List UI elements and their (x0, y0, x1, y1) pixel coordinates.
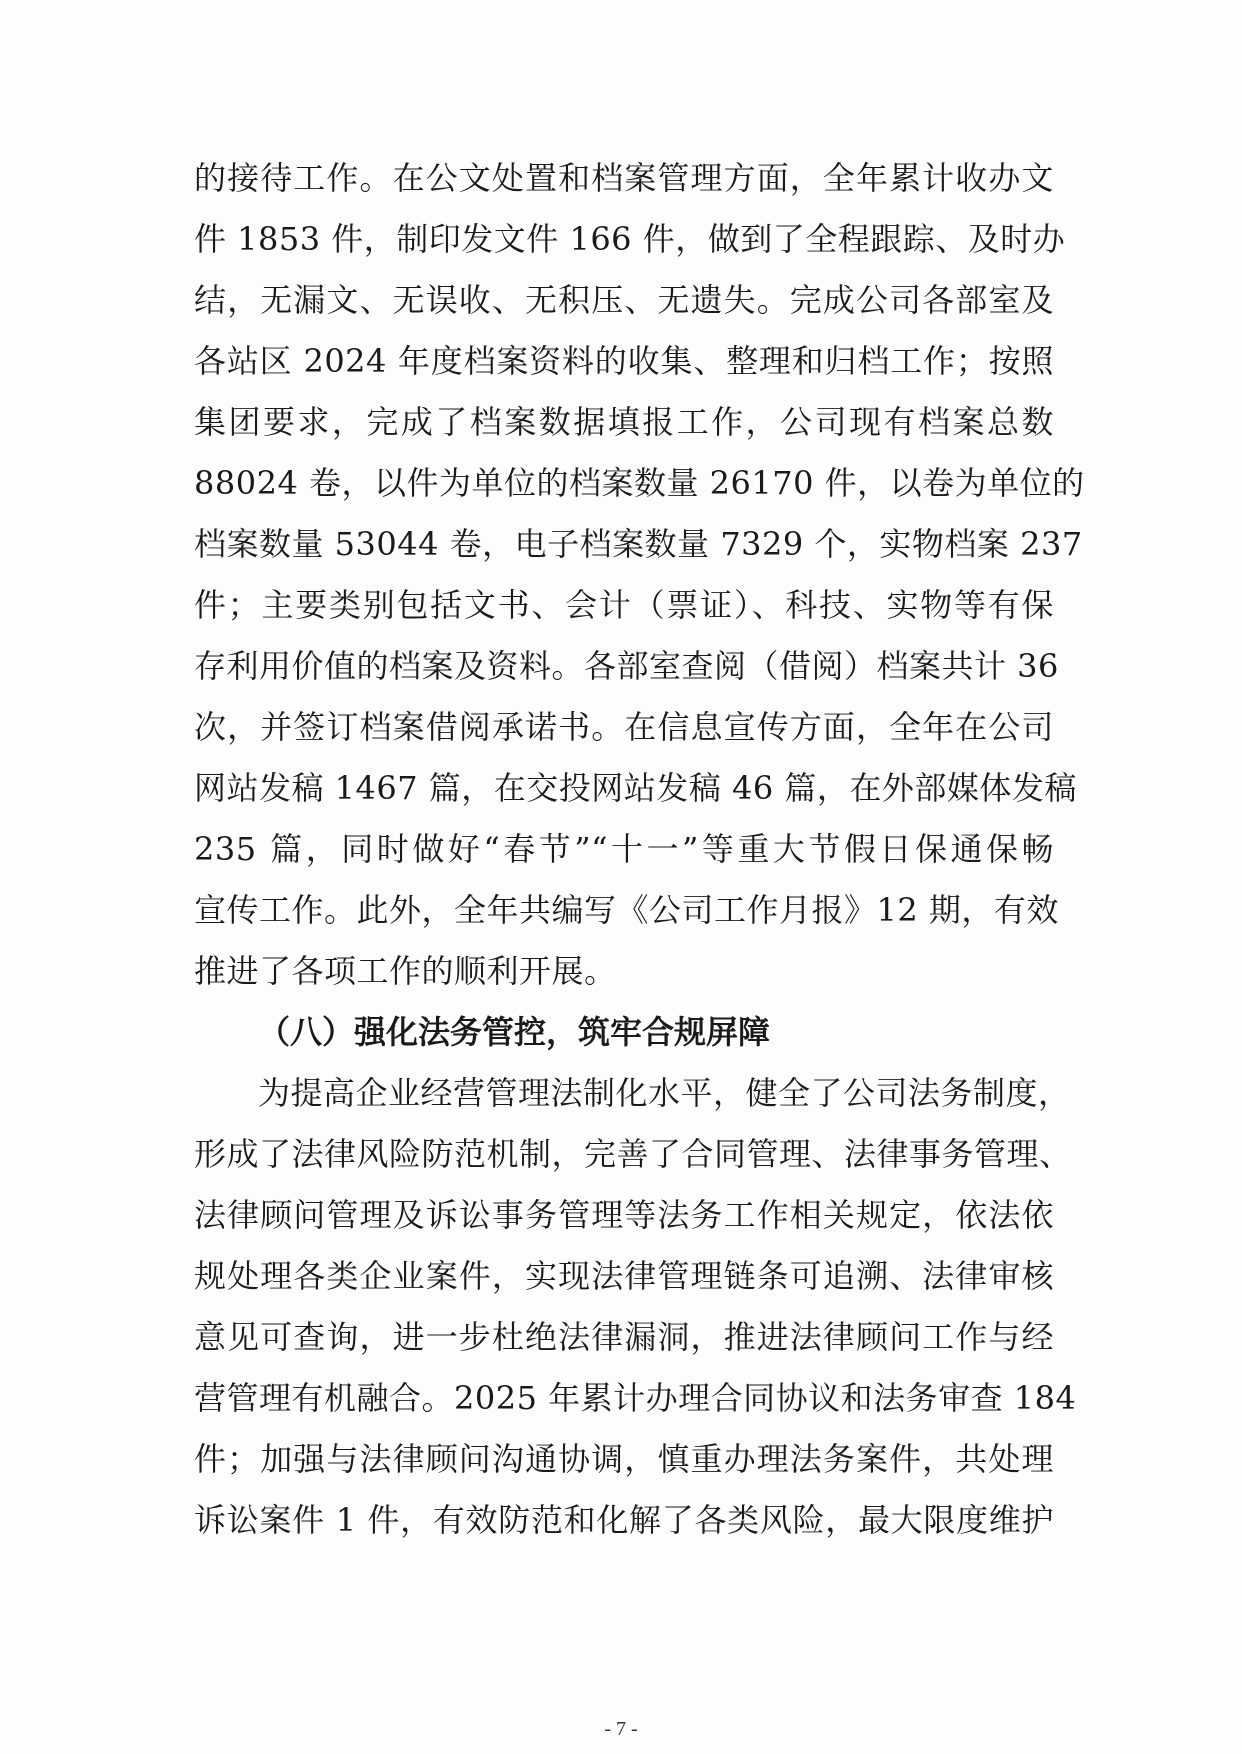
document-body (194, 148, 1085, 1551)
page-number: - 7 - (604, 1718, 638, 1740)
text-line: 88024 卷，以件为单位的档案数量 26170 件，以卷为单位的 (194, 464, 1085, 502)
text-line: 营管理有机融合。2025 年累计办理合同协议和法务审查 184 (194, 1379, 1077, 1417)
text-line: 件 1853 件，制印发文件 166 件，做到了全程跟踪、及时办 (194, 220, 1066, 258)
text-line: 意见可查询，进一步杜绝法律漏洞，推进法律顾问工作与经 (194, 1318, 1054, 1356)
text-line: 形成了法律风险防范机制，完善了合同管理、法律事务管理、 (194, 1135, 1072, 1173)
text-line: 235 篇，同时做好“春节”“十一”等重大节假日保通保畅 (194, 830, 1054, 868)
text-line: 的接待工作。在公文处置和档案管理方面，全年累计收办文 (194, 159, 1054, 197)
text-line: 为提高企业经营管理法制化水平，健全了公司法务制度， (258, 1074, 1071, 1112)
text-line: 网站发稿 1467 篇，在交投网站发稿 46 篇，在外部媒体发稿 (194, 769, 1077, 807)
text-line: 推进了各项工作的顺利开展。 (194, 952, 617, 990)
text-line: 件；加强与法律顾问沟通协调，慎重办理法务案件，共处理 (194, 1440, 1054, 1478)
text-line: 宣传工作。此外，全年共编写《公司工作月报》12 期，有效 (194, 891, 1059, 929)
text-line: 集团要求，完成了档案数据填报工作，公司现有档案总数 (194, 403, 1054, 441)
text-line: 件；主要类别包括文书、会计（票证）、科技、实物等有保 (194, 586, 1054, 624)
text-line: 存利用价值的档案及资料。各部室查阅（借阅）档案共计 36 (194, 647, 1059, 685)
text-line: 档案数量 53044 卷，电子档案数量 7329 个，实物档案 237 (194, 525, 1083, 563)
text-line: 结，无漏文、无误收、无积压、无遗失。完成公司各部室及 (194, 281, 1054, 319)
section-heading: （八）强化法务管控，筑牢合规屏障 (258, 1013, 771, 1051)
text-line: 各站区 2024 年度档案资料的收集、整理和归档工作；按照 (194, 342, 1054, 380)
text-line: 法律顾问管理及诉讼事务管理等法务工作相关规定，依法依 (194, 1196, 1054, 1234)
text-line: 规处理各类企业案件，实现法律管理链条可追溯、法律审核 (194, 1257, 1054, 1295)
text-line: 次，并签订档案借阅承诺书。在信息宣传方面，全年在公司 (194, 708, 1054, 746)
text-line: 诉讼案件 1 件，有效防范和化解了各类风险，最大限度维护 (194, 1501, 1054, 1539)
